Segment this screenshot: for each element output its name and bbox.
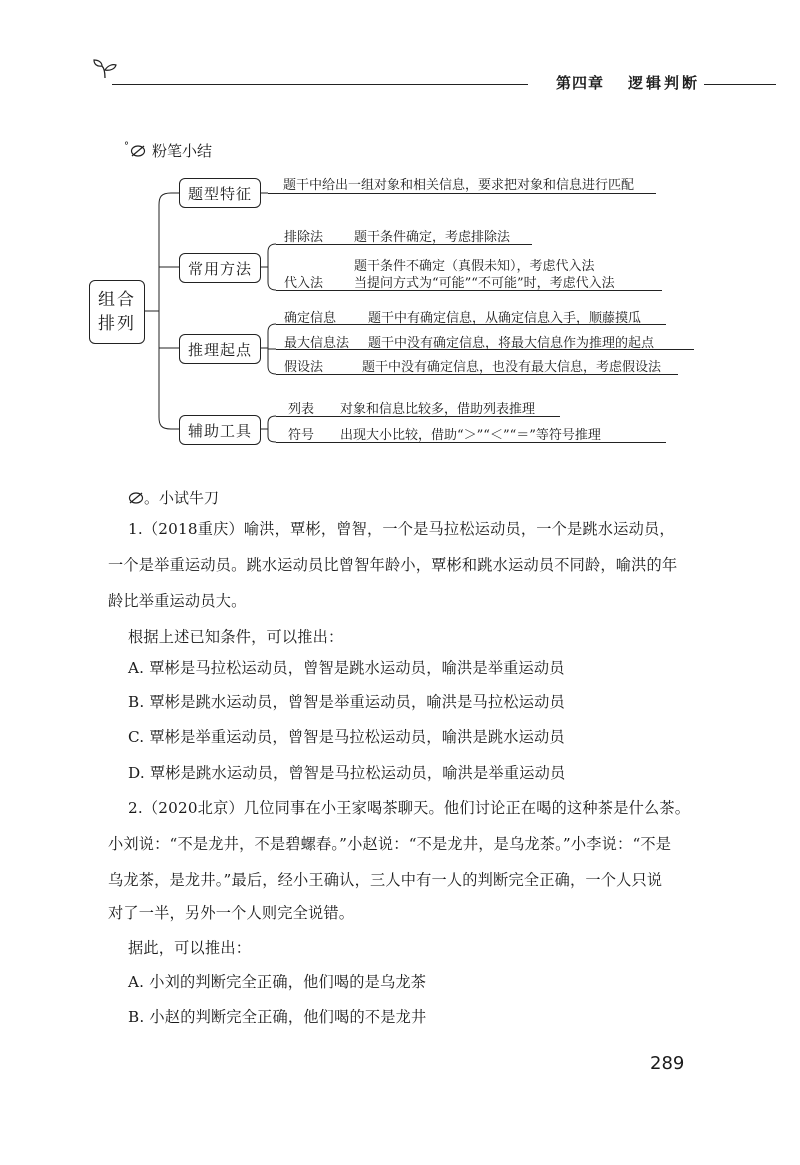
start-rule-1 [276, 324, 666, 325]
tool-label-table: 列表 [288, 402, 315, 417]
q1-option-d: D. 覃彬是跳水运动员，曾智是马拉松运动员，喻洪是举重运动员 [128, 764, 566, 782]
feature-text: 题干中给出一组对象和相关信息，要求把对象和信息进行匹配 [283, 178, 635, 193]
method-rule-2 [276, 290, 662, 291]
practice-title: 。小试牛刀 [144, 489, 220, 507]
chapter-label: 第四章 [556, 74, 605, 92]
start-label-max-info: 最大信息法 [284, 336, 350, 351]
q2-line-3: 乌龙茶，是龙井。”最后，经小王确认，三人中有一人的判断完全正确，一个人只说 [108, 871, 663, 889]
start-rule-2 [276, 349, 694, 350]
practice-heading [128, 487, 219, 508]
start-label-hypothesis: 假设法 [284, 360, 324, 375]
tool-label-symbol: 符号 [288, 428, 315, 443]
category-common-methods: 常用方法 [179, 253, 261, 283]
mind-map [0, 0, 800, 470]
start-rule-3 [276, 374, 678, 375]
start-text-max-info: 题干中没有确定信息，将最大信息作为推理的起点 [368, 336, 655, 351]
q1-line-2: 一个是举重运动员。跳水运动员比曾智年龄小，覃彬和跳水运动员不同龄，喻洪的年 [108, 556, 678, 574]
method-label-substitution: 代入法 [284, 276, 324, 291]
q1-prompt: 根据上述已知条件，可以推出： [128, 628, 344, 646]
q1-option-b: B. 覃彬是跳水运动员，曾智是举重运动员，喻洪是马拉松运动员 [128, 693, 565, 711]
tool-rule-1 [276, 416, 560, 417]
q1-line-3: 龄比举重运动员大。 [108, 592, 247, 610]
summary-title: 粉笔小结 [152, 142, 213, 160]
start-label-definite: 确定信息 [284, 311, 337, 326]
method-text-elimination: 题干条件确定，考虑排除法 [354, 230, 511, 245]
root-line-1: 组合 [98, 290, 136, 310]
q1-option-a: A. 覃彬是马拉松运动员，曾智是跳水运动员，喻洪是举重运动员 [128, 659, 565, 677]
q2-option-a: A. 小刘的判断完全正确，他们喝的是乌龙茶 [128, 973, 427, 991]
category-auxiliary-tools: 辅助工具 [179, 415, 261, 445]
tool-text-table: 对象和信息比较多，借助列表推理 [340, 402, 536, 417]
q2-option-b: B. 小赵的判断完全正确，他们喝的不是龙井 [128, 1008, 427, 1026]
q1-option-c: C. 覃彬是举重运动员，曾智是马拉松运动员，喻洪是跳水运动员 [128, 728, 565, 746]
chapter-title: 逻辑判断 [628, 74, 701, 92]
method-text-substitution-1: 题干条件不确定（真假未知），考虑代入法 [354, 259, 595, 274]
q2-prompt: 据此，可以推出： [128, 939, 252, 957]
tool-rule-2 [276, 442, 666, 443]
q2-line-4: 对了一半，另外一个人则完全说错。 [108, 904, 355, 922]
q2-line-2: 小刘说：“不是龙井，不是碧螺春。”小赵说：“不是龙井，是乌龙茶。”小李说：“不是 [108, 835, 672, 853]
tool-text-symbol: 出现大小比较，借助“＞”“＜”“＝”等符号推理 [340, 428, 601, 443]
start-text-hypothesis: 题干中没有确定信息，也没有最大信息，考虑假设法 [362, 360, 662, 375]
q1-line-1: 1.（2018重庆）喻洪，覃彬，曾智，一个是马拉松运动员，一个是跳水运动员， [128, 520, 675, 538]
q2-line-1: 2.（2020北京）几位同事在小王家喝茶聊天。他们讨论正在喝的这种茶是什么茶。 [128, 799, 691, 817]
degree-mark: ° [124, 141, 129, 152]
feature-rule [268, 193, 656, 194]
method-text-substitution-2: 当提问方式为“可能”“不可能”时，考虑代入法 [354, 276, 615, 291]
category-reasoning-start: 推理起点 [179, 334, 261, 364]
method-label-elimination: 排除法 [284, 230, 324, 245]
root-line-2: 排列 [98, 314, 136, 334]
page-number: 289 [650, 1053, 685, 1074]
slashed-circle-icon [128, 492, 144, 504]
method-rule-1 [276, 244, 532, 245]
start-text-definite: 题干中有确定信息，从确定信息入手，顺藤摸瓜 [368, 311, 642, 326]
root-node [89, 280, 145, 344]
category-question-features: 题型特征 [179, 178, 261, 208]
